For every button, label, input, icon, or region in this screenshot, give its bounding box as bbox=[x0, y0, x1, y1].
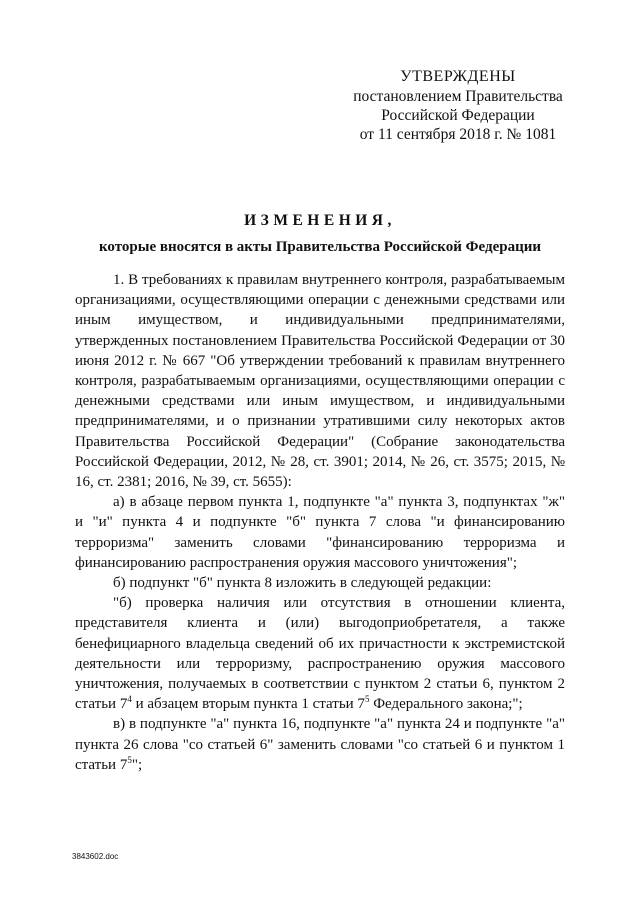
superscript-5: 5 bbox=[364, 694, 370, 705]
superscript-4: 4 bbox=[127, 694, 132, 705]
paragraph-b-text-part-1: "б) проверка наличия или отсутствия в отношении клиента, представителя клиента и (или) выгодоприобретателя, а также бенефициарного владельца сведений об их причастности к экстремистской деятельности или терроризму, распространению оружия массового уничтожения, получаемых в соответствии с пунктом 2 статьи 6, пунктом 2 статьи 7 bbox=[75, 595, 565, 713]
approval-line-1: постановлением Правительства bbox=[353, 88, 563, 105]
approval-heading: УТВЕРЖДЕНЫ bbox=[400, 68, 516, 85]
paragraph-a: а) в абзаце первом пункта 1, подпункте "а" пункта 3, подпунктах "ж" и "и" пункта 4 и подпункте "б" пункта 7 слова "и финансированию терроризма" заменить словами "финансированию терроризма и финансированию распространения оружия массового уничтожения"; bbox=[75, 494, 565, 571]
superscript-5b: 5 bbox=[127, 754, 132, 765]
approval-block bbox=[348, 67, 568, 144]
paragraph-b: б) подпункт "б" пункта 8 изложить в следующей редакции: bbox=[113, 575, 492, 592]
document-body bbox=[75, 270, 565, 775]
paragraph-b-text-part-3: Федерального закона;"; bbox=[369, 696, 523, 713]
document-title: ИЗМЕНЕНИЯ, bbox=[244, 212, 396, 229]
paragraph-b-text-part-2: и абзацем вторым пункта 1 статьи 7 bbox=[131, 696, 365, 713]
paragraph-v bbox=[75, 714, 565, 775]
document-subtitle: которые вносятся в акты Правительства Российской Федерации bbox=[98, 239, 542, 255]
approval-line-2: Российской Федерации bbox=[381, 107, 535, 124]
paragraph-b-text bbox=[75, 593, 565, 714]
paragraph-v-part-2: "; bbox=[131, 756, 143, 773]
paragraph-1: 1. В требованиях к правилам внутреннего контроля, разрабатываемым организациями, осуществляющими операции с денежными средствами или иным имуществом, и индивидуальными предпринимателями, утвержденных постановлением Правительства Российской Федерации от 30 июня 2012 г. № 667 "Об утверждении требований к правилам внутреннего контроля, разрабатываемым организациями, осуществляющими операции с денежными средствами или иным имуществом, и индивидуальными предпринимателями, и о признании утратившими силу некоторых актов Правительства Российской Федерации" (Собрание законодательства Российской Федерации, 2012, № 28, ст. 3901; 2014, № 26, ст. 3575; 2015, № 16, ст. 2381; 2016, № 39, ст. 5655): bbox=[75, 272, 565, 491]
document-file-code: 3843602.doc bbox=[72, 852, 119, 861]
paragraph-v-part-1: в) в подпункте "а" пункта 16, подпункте "а" пункта 24 и подпункте "а" пункта 26 слова "со статьей 6" заменить словами "со статьей 6 и пунктом 1 статьи 7 bbox=[75, 716, 565, 773]
approval-line-3: от 11 сентября 2018 г. № 1081 bbox=[359, 126, 557, 143]
